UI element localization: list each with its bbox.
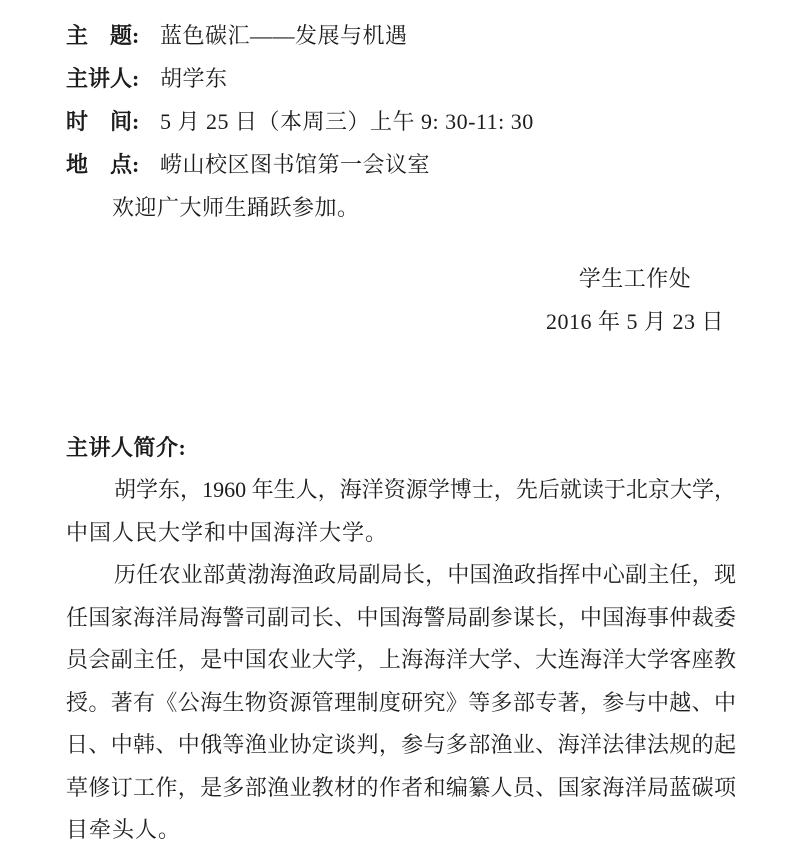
location-value: 崂山校区图书馆第一会议室: [160, 152, 431, 177]
info-row-speaker: [66, 57, 736, 100]
signature-org: 学生工作处: [578, 266, 692, 291]
signature-date: 2016 年 5 月 23 日: [545, 309, 724, 334]
topic-label: 主 题:: [66, 23, 140, 48]
bio-line: 目牵头人。: [66, 817, 182, 842]
bio-line: 任国家海洋局海警司副司长、中国海警局副参谋长，中国海事仲裁委: [66, 604, 736, 630]
bio-line: 胡学东，1960 年生人，海洋资源学博士，先后就读于北京大学，: [114, 477, 736, 502]
info-row-location: [66, 143, 736, 186]
bio-heading: 主讲人简介:: [66, 435, 187, 460]
bio-line: 草修订工作，是多部渔业教材的作者和编纂人员、国家海洋局蓝碳项: [66, 774, 736, 800]
bio-line: 日、中韩、中俄等渔业协定谈判，参与多部渔业、海洋法律法规的起: [66, 732, 736, 757]
signature-block: [480, 257, 790, 343]
info-row-time: [66, 100, 736, 143]
topic-value: 蓝色碳汇——发展与机遇: [160, 23, 408, 48]
welcome-line: 欢迎广大师生踊跃参加。: [112, 195, 360, 220]
bio-paragraph-2: [66, 554, 736, 852]
info-row-topic: [66, 14, 736, 57]
location-label: 地 点:: [66, 152, 140, 177]
speaker-label: 主讲人:: [66, 66, 140, 91]
speaker-value: 胡学东: [160, 66, 228, 91]
bio-line: 员会副主任，是中国农业大学，上海海洋大学、大连海洋大学客座教: [66, 647, 736, 672]
bio-line: 授。著有《公海生物资源管理制度研究》等多部专著，参与中越、中: [66, 689, 736, 715]
time-value: 5 月 25 日（本周三）上午 9: 30-11: 30: [160, 109, 534, 134]
bio-paragraph-1: [66, 469, 736, 554]
bio-line: 中国人民大学和中国海洋大学。: [66, 519, 389, 545]
time-label: 时 间:: [66, 109, 140, 134]
bio-line: 历任农业部黄渤海渔政局副局长，中国渔政指挥中心副主任，现: [114, 562, 736, 587]
